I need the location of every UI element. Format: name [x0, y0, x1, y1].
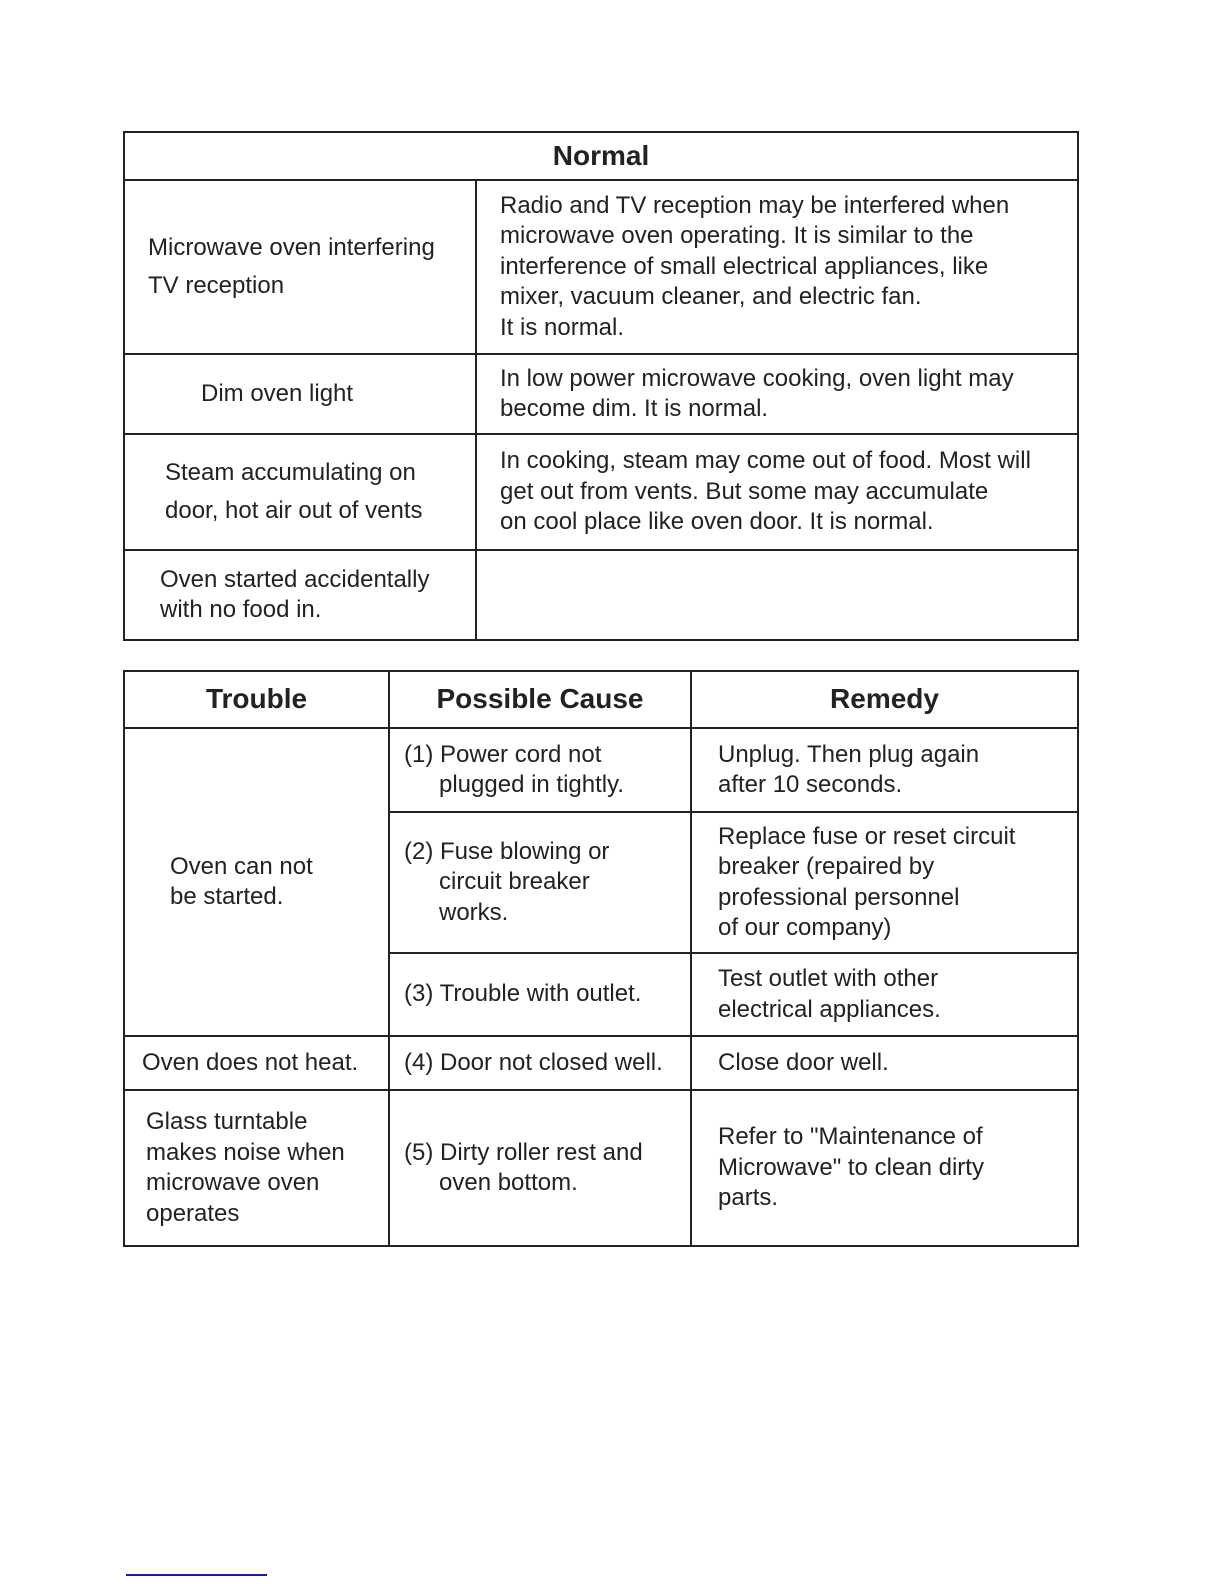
issue-cell [124, 180, 476, 354]
text-line: In cooking, steam may come out of food. Most will [500, 447, 1031, 475]
explanation-cell [476, 434, 1078, 550]
text-line: (3) Trouble with outlet. [404, 980, 642, 1008]
remedy-cell [691, 953, 1078, 1036]
text-line: mixer, vacuum cleaner, and electric fan. [500, 283, 922, 311]
text-line: on cool place like oven door. It is normal. [500, 508, 934, 536]
text-line: get out from vents. But some may accumulate [500, 477, 989, 505]
normal-title: Normal [124, 132, 1078, 180]
text-line: oven bottom. [439, 1169, 578, 1196]
text-line: microwave oven operating. It is similar to the [500, 222, 974, 250]
text-line: Close door well. [718, 1048, 889, 1076]
cause-cell [389, 1090, 691, 1246]
text-line: Glass turntable [146, 1108, 308, 1135]
issue-cell [124, 550, 476, 640]
text-line: (1) Power cord not [404, 740, 602, 768]
trouble-cell [124, 1036, 389, 1090]
explanation-cell [476, 550, 1078, 640]
header-cause: Possible Cause [389, 671, 691, 728]
text-line: operates [146, 1199, 240, 1227]
text-line: Microwave oven interfering [148, 234, 435, 261]
text-line: Refer to "Maintenance of [718, 1123, 983, 1151]
text-line: In low power microwave cooking, oven light may [500, 364, 1014, 392]
text-line: professional personnel [718, 883, 960, 911]
text-line: Steam accumulating on [165, 459, 416, 486]
text-line: with no food in. [160, 596, 322, 623]
text-line: microwave oven [146, 1169, 320, 1196]
normal-table [123, 131, 1079, 641]
text-line: breaker (repaired by [718, 853, 935, 880]
trouble-cell [124, 728, 389, 1036]
text-line: (5) Dirty roller rest and [404, 1138, 643, 1166]
remedy-cell [691, 728, 1078, 812]
text-line: circuit breaker [439, 868, 590, 896]
text-line: Dim oven light [201, 379, 354, 407]
trouble-table [123, 670, 1079, 1247]
text-line: door, hot air out of vents [165, 497, 423, 524]
header-remedy: Remedy [691, 671, 1078, 728]
text-line: TV reception [148, 272, 285, 299]
text-line: It is normal. [500, 313, 625, 341]
text-line: Unplug. Then plug again [718, 740, 980, 768]
footer-rule [126, 1574, 267, 1576]
cause-cell [389, 953, 691, 1036]
remedy-cell [691, 1090, 1078, 1246]
cause-cell [389, 812, 691, 953]
text-line: Oven started accidentally [160, 565, 430, 593]
text-line: plugged in tightly. [439, 771, 625, 798]
cause-cell [389, 728, 691, 812]
text-line: of our company) [718, 914, 892, 941]
explanation-cell [476, 354, 1078, 434]
text-line: makes noise when [146, 1138, 345, 1166]
text-line: after 10 seconds. [718, 771, 903, 798]
explanation-cell [476, 180, 1078, 354]
text-line: Replace fuse or reset circuit [718, 822, 1016, 850]
trouble-cell [124, 1090, 389, 1246]
text-line: electrical appliances. [718, 995, 941, 1023]
text-line: be started. [170, 883, 284, 910]
text-line: Oven can not [170, 852, 313, 880]
text-line: interference of small electrical appliances, like [500, 252, 989, 280]
text-line: Test outlet with other [718, 965, 939, 992]
text-line: Oven does not heat. [142, 1048, 359, 1076]
text-line: Microwave" to clean dirty [718, 1153, 984, 1181]
text-line: works. [439, 898, 509, 926]
header-trouble: Trouble [124, 671, 389, 728]
issue-cell [124, 434, 476, 550]
issue-cell [124, 354, 476, 434]
remedy-cell [691, 1036, 1078, 1090]
remedy-cell [691, 812, 1078, 953]
text-line: (4) Door not closed well. [404, 1048, 663, 1076]
text-line: parts. [718, 1184, 779, 1212]
text-line: (2) Fuse blowing or [404, 837, 610, 865]
text-line: Radio and TV reception may be interfered when [500, 191, 1010, 219]
cause-cell [389, 1036, 691, 1090]
text-line: become dim. It is normal. [500, 395, 769, 422]
